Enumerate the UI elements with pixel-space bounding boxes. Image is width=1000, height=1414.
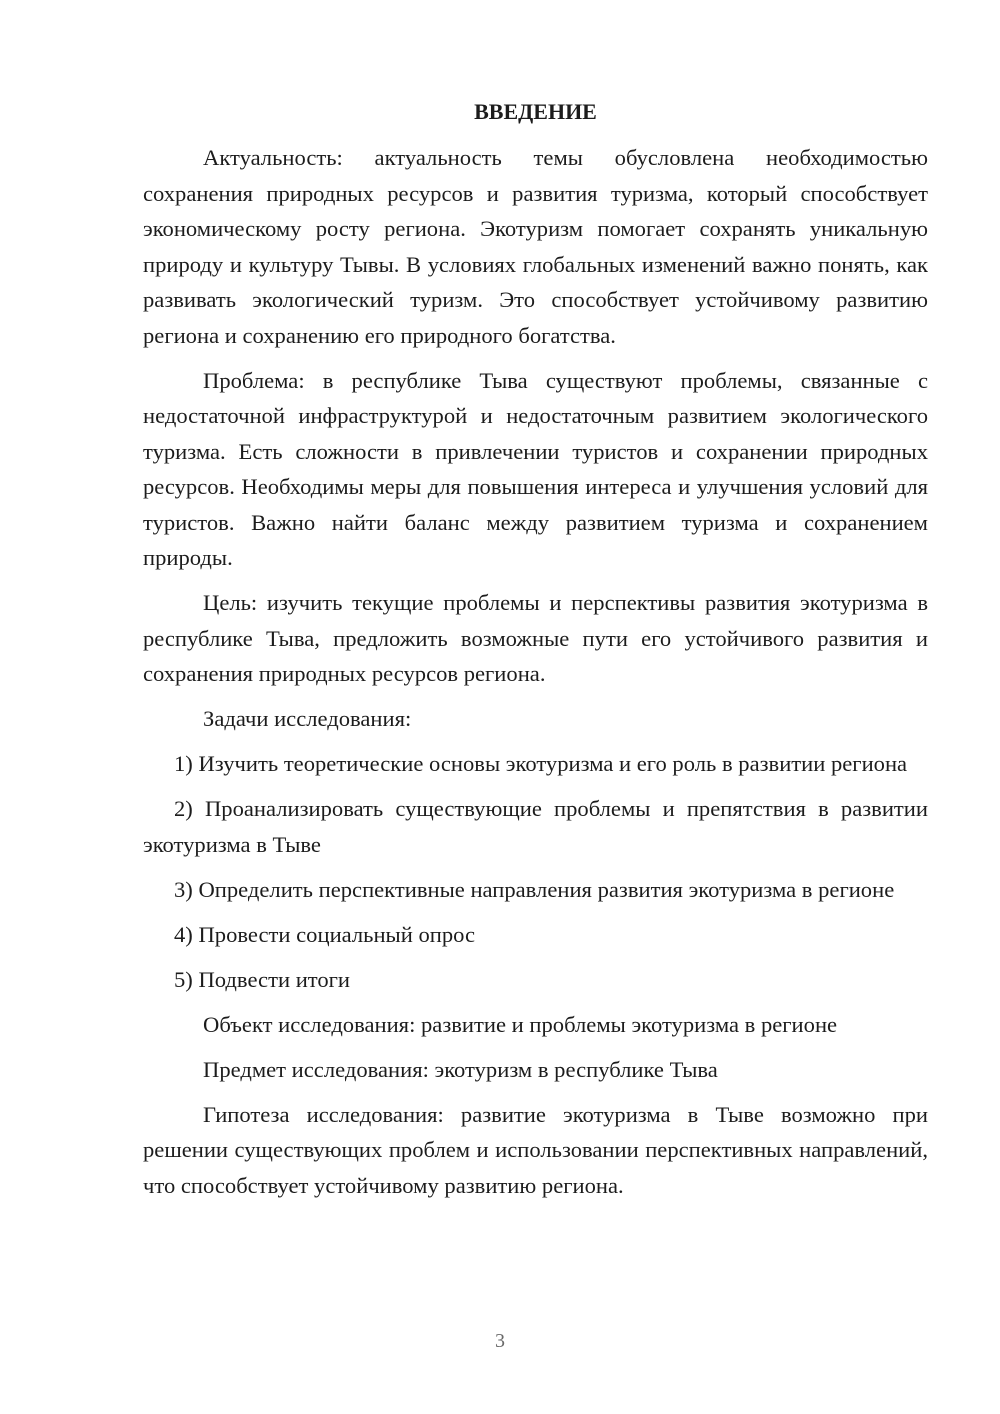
page-number: 3 — [495, 1330, 505, 1352]
tasks-heading: Задачи исследования: — [203, 706, 412, 731]
object-paragraph: Объект исследования: развитие и проблемы экотуризма в регионе — [203, 1011, 838, 1037]
section-title: ВВЕДЕНИЕ — [474, 99, 597, 124]
goal-paragraph: Цель: изучить текущие проблемы и перспективы развития экотуризма в республике Тыва, предложить возможные пути его устойчивого развития и сохранения природных ресурсов региона. — [143, 590, 928, 686]
subject-paragraph: Предмет исследования: экотуризм в республике Тыва — [203, 1056, 718, 1082]
task-item-4: 4) Провести социальный опрос — [174, 921, 476, 947]
task-item-3: 3) Определить перспективные направления развития экотуризма в регионе — [174, 876, 895, 902]
problem-paragraph: Проблема: в республике Тыва существуют проблемы, связанные с недостаточной инфраструктурой и недостаточным развитием экологического туризма. Есть сложности в привлечении туристов и сохранении природных ресурсов. Необходимы меры для повышения интереса и улучшения условий для туристов. Важно найти баланс между развитием туризма и сохранением природы. — [143, 367, 928, 570]
task-item-1: 1) Изучить теоретические основы экотуризма и его роль в развитии региона — [174, 751, 908, 776]
relevance-paragraph: Актуальность: актуальность темы обусловлена необходимостью сохранения природных ресурсов и развития туризма, который способствует экономическому росту региона. Экотуризм помогает сохранять уникальную природу и культуру Тывы. В условиях глобальных изменений важно понять, как развивать экологический туризм. Это способствует устойчивому развитию региона и сохранению его природного богатства. — [143, 145, 928, 348]
task-item-5: 5) Подвести итоги — [174, 966, 351, 992]
document-page — [143, 94, 928, 1213]
hypothesis-paragraph: Гипотеза исследования: развитие экотуризма в Тыве возможно при решении существующих проблем и использовании перспективных направлений, что способствует устойчивому развитию региона. — [143, 1101, 928, 1198]
task-item-2: 2) Проанализировать существующие проблемы и препятствия в развитии экотуризма в Тыве — [143, 796, 928, 857]
